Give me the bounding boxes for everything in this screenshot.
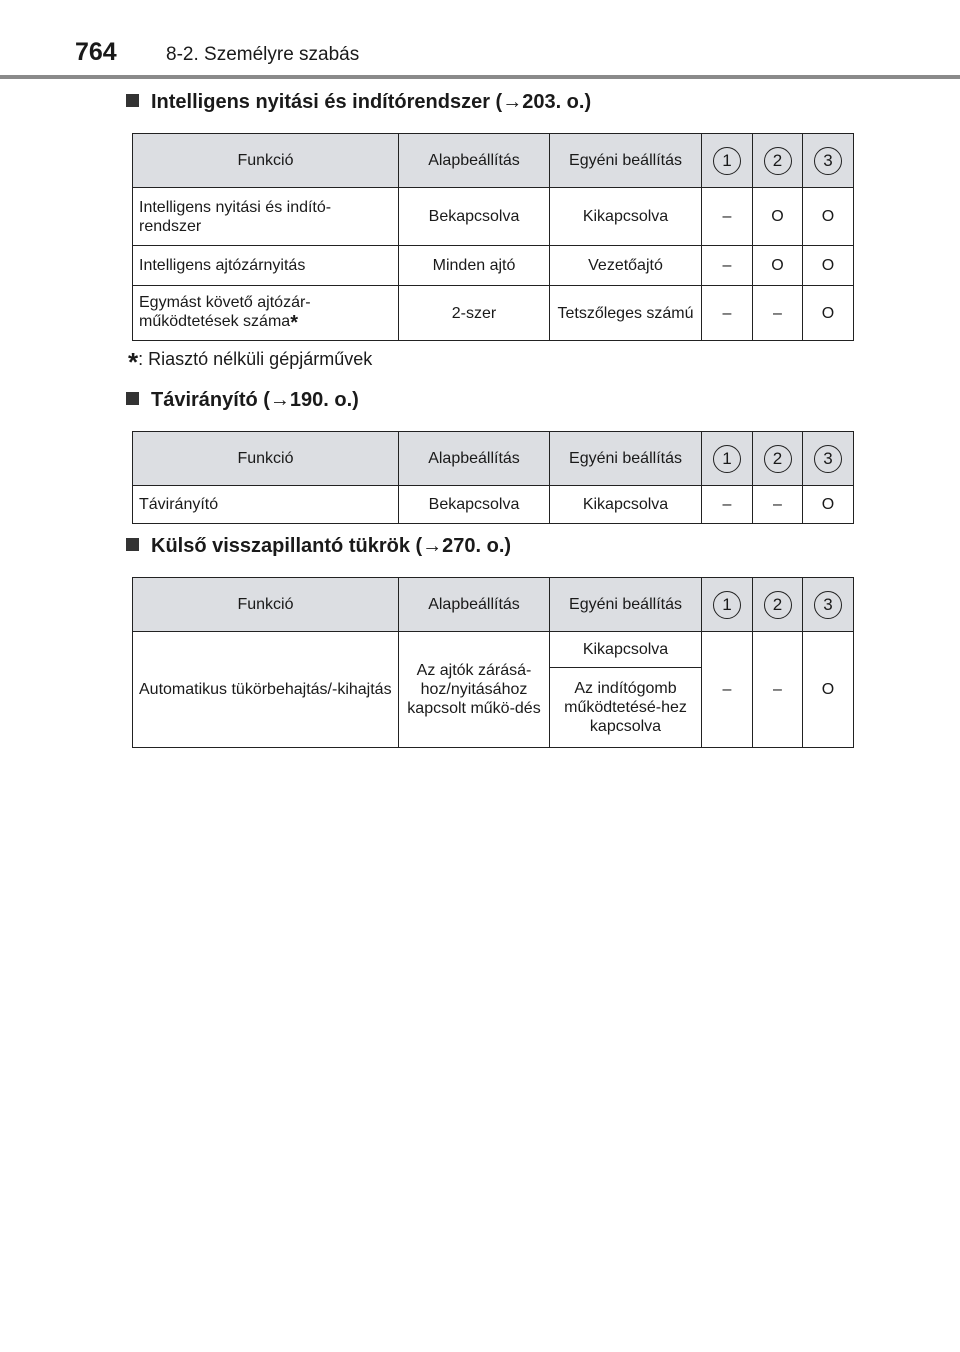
cell-default: Bekapcsolva <box>399 188 550 246</box>
cell-custom: Tetszőleges számú <box>550 286 702 341</box>
footnote-star: * <box>128 347 139 377</box>
page-number: 764 <box>75 38 117 66</box>
footnote <box>128 347 372 378</box>
header-col-1 <box>702 432 753 486</box>
cell-col-2: – <box>753 286 803 341</box>
cell-function: Automatikus tükörbehajtás/-kihajtás <box>133 632 399 748</box>
footnote-mark: * <box>290 312 298 334</box>
footnote-text: : Riasztó nélküli gépjárművek <box>138 349 373 369</box>
cell-default: 2-szer <box>399 286 550 341</box>
header-function: Funkció <box>133 432 399 486</box>
square-bullet-icon <box>126 392 139 405</box>
cell-function: Intelligens nyitási és indító-rendszer <box>133 188 399 246</box>
cell-default: Az ajtók zárásá-hoz/nyitásához kapcsolt műkö-dés <box>399 632 550 748</box>
header-function: Funkció <box>133 578 399 632</box>
header-function: Funkció <box>133 134 399 188</box>
section-title-smart-entry: Intelligens nyitási és indítórendszer (→203. o.) <box>126 91 591 114</box>
table-row <box>133 486 854 524</box>
settings-table-smart-entry <box>132 133 854 341</box>
cell-col-1: – <box>702 188 753 246</box>
chapter-title: 8-2. Személyre szabás <box>166 44 360 65</box>
circled-2-icon: 2 <box>764 147 792 175</box>
section-title-mirrors: Külső visszapillantó tükrök (→270. o.) <box>126 535 511 558</box>
circled-2-icon: 2 <box>764 445 792 473</box>
table-row <box>133 246 854 286</box>
cell-col-3: O <box>803 246 854 286</box>
cell-default: Bekapcsolva <box>399 486 550 524</box>
header-col-1 <box>702 578 753 632</box>
header-custom: Egyéni beállítás <box>550 578 702 632</box>
table-header-row <box>133 578 854 632</box>
square-bullet-icon <box>126 538 139 551</box>
circled-3-icon: 3 <box>814 147 842 175</box>
table-header-row <box>133 432 854 486</box>
table-header-row <box>133 134 854 188</box>
cell-col-2: – <box>753 632 803 748</box>
cell-col-2: O <box>753 188 803 246</box>
cell-default: Minden ajtó <box>399 246 550 286</box>
header-divider <box>0 75 960 79</box>
header-col-3 <box>803 578 854 632</box>
header-custom: Egyéni beállítás <box>550 432 702 486</box>
circled-2-icon: 2 <box>764 591 792 619</box>
page-header <box>0 0 960 80</box>
header-custom: Egyéni beállítás <box>550 134 702 188</box>
page-reference[interactable]: 203. o.) <box>522 91 592 113</box>
header-col-2 <box>753 432 803 486</box>
cell-function: Távirányító <box>133 486 399 524</box>
cell-custom-option-2: Az indítógomb működtetésé-hez kapcsolva <box>550 668 702 748</box>
table-row <box>133 632 854 668</box>
header-col-2 <box>753 134 803 188</box>
section-title-remote: Távirányító (→190. o.) <box>126 389 359 412</box>
circled-3-icon: 3 <box>814 591 842 619</box>
cell-col-3: O <box>803 286 854 341</box>
cell-col-1: – <box>702 632 753 748</box>
arrow-icon: → <box>422 535 443 557</box>
header-default: Alapbeállítás <box>399 134 550 188</box>
cell-col-1: – <box>702 286 753 341</box>
cell-col-2: O <box>753 246 803 286</box>
cell-function: Egymást követő ajtózár-működtetések száma* <box>133 286 399 341</box>
header-col-2 <box>753 578 803 632</box>
arrow-icon: → <box>269 389 290 411</box>
cell-col-3: O <box>803 632 854 748</box>
square-bullet-icon <box>126 94 139 107</box>
cell-custom: Vezetőajtó <box>550 246 702 286</box>
cell-custom-option-1: Kikapcsolva <box>550 632 702 668</box>
header-col-3 <box>803 432 854 486</box>
circled-1-icon: 1 <box>713 591 741 619</box>
circled-1-icon: 1 <box>713 445 741 473</box>
header-col-1 <box>702 134 753 188</box>
page-reference[interactable]: 190. o.) <box>289 389 359 411</box>
cell-custom: Kikapcsolva <box>550 486 702 524</box>
header-default: Alapbeállítás <box>399 578 550 632</box>
cell-custom: Kikapcsolva <box>550 188 702 246</box>
cell-col-3: O <box>803 188 854 246</box>
circled-3-icon: 3 <box>814 445 842 473</box>
circled-1-icon: 1 <box>713 147 741 175</box>
cell-col-3: O <box>803 486 854 524</box>
page-reference[interactable]: 270. o.) <box>442 535 512 557</box>
header-col-3 <box>803 134 854 188</box>
cell-col-1: – <box>702 246 753 286</box>
table-row <box>133 286 854 341</box>
cell-function: Intelligens ajtózárnyitás <box>133 246 399 286</box>
arrow-icon: → <box>502 91 523 113</box>
header-default: Alapbeállítás <box>399 432 550 486</box>
cell-col-2: – <box>753 486 803 524</box>
settings-table-remote <box>132 431 854 524</box>
settings-table-mirrors <box>132 577 854 748</box>
table-row <box>133 188 854 246</box>
cell-col-1: – <box>702 486 753 524</box>
